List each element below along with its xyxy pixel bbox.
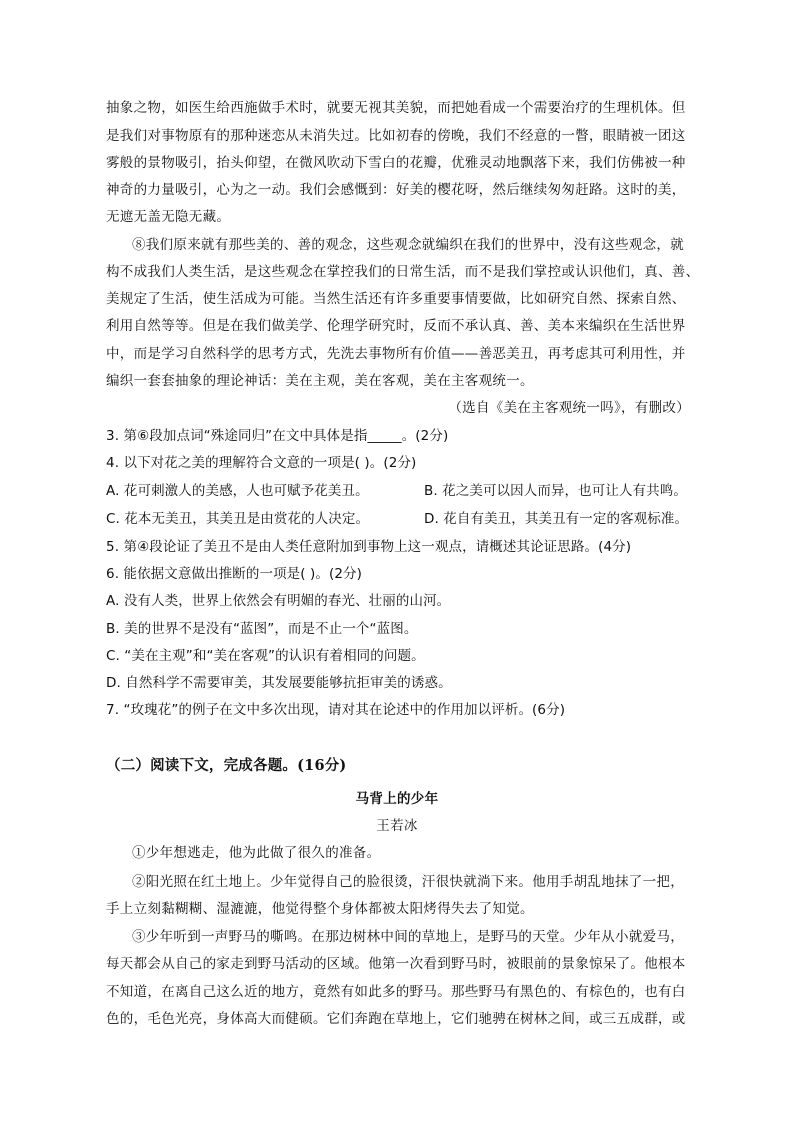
story-paragraph-3-line: 每天都会从自己的家走到野马活动的区域。他第一次看到野马时，被眼前的景象惊呆了。他根本 [106,956,686,972]
source-citation: （选自《美在主客观统一吗》，有删改） [448,400,690,416]
story-paragraph-3-line: 色的，毛色光亮，身体高大而健硕。它们奔跑在草地上，它们驰骋在树林之间，或三五成群，或 [106,1011,686,1027]
story-paragraph-2-line: 手上立刻黏糊糊、湿漉漉，他觉得整个身体都被太阳烤得失去了知觉。 [106,901,534,917]
paragraph-8-line: 利用自然等等。但是在我们做美学、伦理学研究时，反而不承认真、善、美本来编织在生活世界 [106,318,686,334]
question-4-option-c: C. 花本无美丑，其美丑是由赏花的人决定。 [106,511,370,527]
story-paragraph-2-line: ②阳光照在红土地上。少年觉得自己的脸很烫，汗很快就淌下来。他用手胡乱地抹了一把， [132,874,684,890]
story-author: 王若冰 [376,818,418,834]
story-title: 马背上的少年 [355,791,439,807]
section-heading: （二）阅读下文，完成各题。(16分) [106,757,347,774]
question-6-option-d: D. 自然科学不需要审美，其发展要能够抗拒审美的诱惑。 [106,675,452,691]
paragraph-8-line: 编织一套套抽象的理论神话：美在主观，美在客观，美在主客观统一。 [106,373,534,389]
question-5: 5. 第④段论证了美丑不是由人类任意附加到事物上这一观点，请概述其论证思路。(4分) [106,539,632,555]
paragraph-8-line: ⑧我们原来就有那些美的、善的观念，这些观念就编织在我们的世界中，没有这些观念，就 [132,237,684,253]
paragraph-8-line: 美规定了生活，使生活成为可能。当然生活还有许多重要事情要做，比如研究自然、探索自然、 [106,291,686,307]
paragraph-8-line: 中，而是学习自然科学的思考方式，先洗去事物所有价值——善恶美丑，再考虑其可利用性，并 [106,346,686,362]
question-6-option-c: C. “美在主观”和“美在客观”的认识有着相同的问题。 [106,648,425,664]
passage-line: 抽象之物，如医生给西施做手术时，就要无视其美貌，而把她看成一个需要治疗的生理机体。但 [106,100,686,116]
question-4-option-b: B. 花之美可以因人而异，也可让人有共鸣。 [424,483,687,499]
story-paragraph-3-line: ③少年听到一声野马的嘶鸣。在那边树林中间的草地上，是野马的天堂。少年从小就爱马， [132,929,684,945]
question-3: 3. 第⑥段加点词“殊途同归”在文中具体是指_____。(2分) [106,428,449,444]
question-6-option-a: A. 没有人类，世界上依然会有明媚的春光、壮丽的山河。 [106,593,451,609]
passage-line: 神奇的力量吸引，心为之一动。我们会感慨到：好美的樱花呀，然后继续匆匆赶路。这时的美， [106,182,686,198]
question-6: 6. 能依据文意做出推断的一项是( )。(2分) [106,566,363,582]
question-4: 4. 以下对花之美的理解符合文意的一项是( )。(2分) [106,455,417,471]
paragraph-8-line: 构不成我们人类生活，是这些观念在掌控我们的日常生活，而不是我们掌控或认识他们，真、善、 [106,264,700,280]
passage-line: 雾般的景物吸引，抬头仰望，在微风吹动下雪白的花瓣，优雅灵动地飘落下来，我们仿佛被一种 [106,155,686,171]
question-6-option-b: B. 美的世界不是没有“蓝图”，而是不止一个“蓝图。 [106,621,418,637]
story-paragraph-1: ①少年想逃走，他为此做了很久的准备。 [132,845,381,861]
question-4-option-a: A. 花可刺激人的美感，人也可赋予花美丑。 [106,483,369,499]
passage-line: 是我们对事物原有的那种迷恋从未消失过。比如初春的傍晚，我们不经意的一瞥，眼睛被一团这 [106,128,686,144]
question-7: 7. “玫瑰花”的例子在文中多次出现，请对其在论述中的作用加以评析。(6分) [106,702,566,718]
story-paragraph-3-line: 不知道，在离自己这么近的地方，竟然有如此多的野马。那些野马有黑色的、有棕色的，也有白 [106,984,686,1000]
question-4-option-d: D. 花自有美丑，其美丑有一定的客观标准。 [424,511,689,527]
passage-line: 无遮无盖无隐无藏。 [106,209,231,225]
